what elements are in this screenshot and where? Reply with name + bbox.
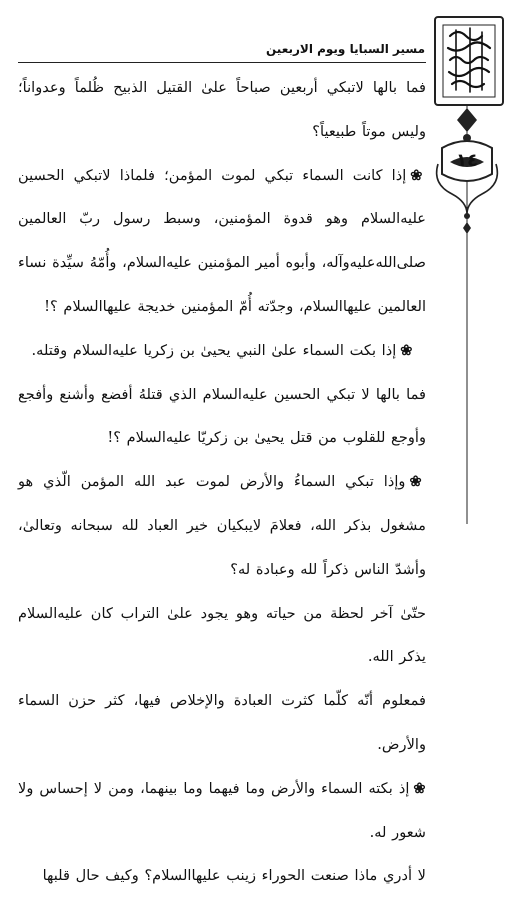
page-number: ١٤ <box>456 150 478 171</box>
page-body <box>18 66 426 898</box>
paragraph-1: فما بالها لاتبكي أربعين صباحاً علىٰ القتيل الذبيح ظُلماً وعدواناً؛ وليس موتاً طبيعياً؟ <box>18 79 426 140</box>
paragraph-6: حتّىٰ آخر لحظة من حياته وهو يجود علىٰ التراب كان عليه‌السلام يذكر الله. <box>18 604 426 666</box>
paragraph-star-icon: ❀ <box>409 473 426 491</box>
paragraph-3: ❀إذا بكت السماء علىٰ النبي يحيىٰ بن زكريا عليه‌السلام وقتله. <box>31 341 413 359</box>
paragraph-5: ❀وإذا تبكي السماءُ والأرض لموت عبد الله المؤمن الّذي هو مشغول بذكر الله، فعلامَ لايبكيان خير العباد لله سبحانه وتعالىٰ، وأشدّ الناس ذكراً لله وعبادة له؟ <box>18 473 426 578</box>
paragraph-star-icon: ❀ <box>410 166 426 184</box>
paragraph-4: فما بالها لا تبكي الحسين عليه‌السلام الذي قتلهُ أفضع وأشنع وأفجع وأوجع للقلوب من قتل يحيىٰ بن زكريّا عليه‌السلام ؟! <box>18 385 426 447</box>
header-rule <box>18 62 426 63</box>
paragraph-7: فمعلوم أنّه كلّما كثرت العبادة والإخلاص فيها، كثر حزن السماء والأرض. <box>18 692 426 753</box>
paragraph-9: لا أدري ماذا صنعت الحوراء زينب عليها‌السلام؟ وكيف حال قلبها <box>42 867 426 885</box>
calligraphy-emblem-icon <box>434 16 504 106</box>
running-header-title: مسير السبايا ويوم الاربعين <box>266 42 425 56</box>
paragraph-8: ❀إذ بكته السماء والأرض وما فيهما وما بينهما، ومن لا إحساس ولا شعور له. <box>18 779 427 841</box>
paragraph-star-icon: ❀ <box>413 779 427 797</box>
paragraph-star-icon: ❀ <box>400 341 413 359</box>
paragraph-2: ❀إذا كانت السماء تبكي لموت المؤمن؛ فلماذا لاتبكي الحسين عليه‌السلام وهو قدوة المؤمنين، وسبط رسول ربّ العالمين صلى‌الله‌عليه‌وآله، وأبوه أمير المؤمنين عليه‌السلام، وأُمّهُ سيِّدة نساء العالمين عليها‌السلام، وجدّته أُمّ المؤمنين خديجة عليها‌السلام ؟! <box>18 166 426 315</box>
